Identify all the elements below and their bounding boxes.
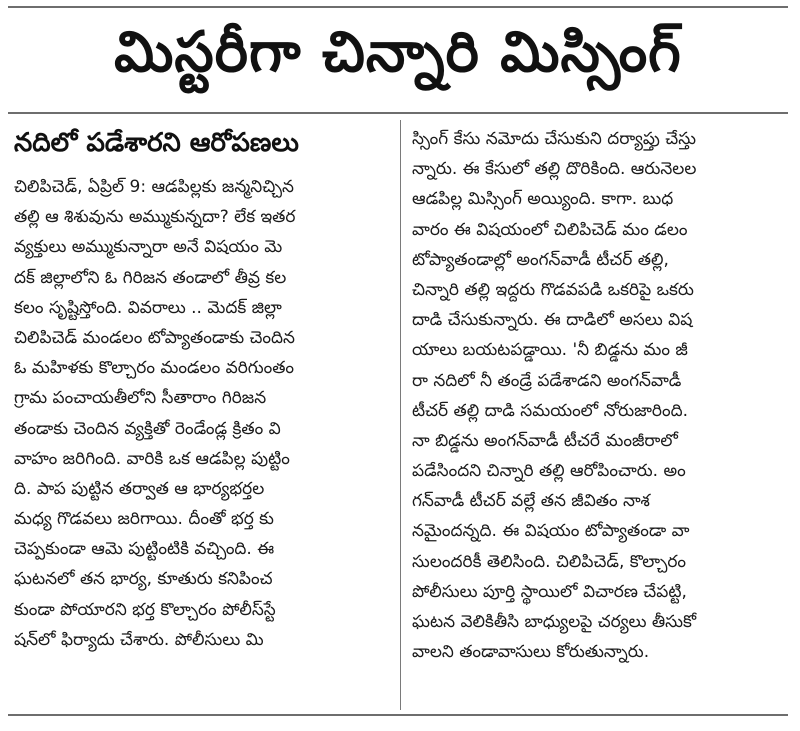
text-line: వాహం జరిగింది. వారికి ఒక ఆడపిల్ల పుట్టిం: [14, 448, 290, 469]
text-line: కలం సృష్టిస్తోంది. వివరాలు .. మెదక్ జిల్లా: [14, 297, 282, 318]
text-line: దాడి చేసుకున్నారు. ఈ దాడిలో అసలు విష: [412, 310, 693, 331]
text-line: చిలిపిచెడ్, ఏప్రిల్ 9: ఆడపిల్లకు జన్మనిచ్చిన: [14, 177, 294, 197]
text-line: సులందరికీ తెలిసింది. చిలిపిచెడ్, కొల్చారం: [412, 551, 687, 572]
text-line: ఓ మహిళకు కొల్చారం మండలం వరిగుంతం: [14, 358, 295, 379]
text-line: చిన్నారి తల్లి ఇద్దరు గొడవపడి ఒకరిపై ఒకరు: [412, 279, 694, 300]
text-line: తల్లి ఆ శిశువును అమ్ముకున్నదా? లేక ఇతర: [14, 207, 296, 228]
text-line: వ్యక్తులు అమ్ముకున్నారా అనే విషయం మె: [14, 237, 283, 258]
text-line: టీచర్ తల్లి దాడి సమయంలో నోరుజారింది.: [412, 400, 689, 421]
text-line: టోప్యాతండాల్లో అంగన్‌వాడీ టీచర్ తల్లి,: [412, 249, 669, 270]
subheadline: నదిలో పడేశారని ఆరోపణలు: [14, 128, 299, 158]
text-line: కుండా పోయారని భర్త కొల్చారం పోలీస్‌స్టే: [14, 599, 276, 620]
text-line: ది. పాప పుట్టిన తర్వాత ఆ భార్యభర్తల: [14, 478, 265, 499]
text-line: నా బిడ్డను అంగన్‌వాడీ టీచరే మంజీరాలో: [412, 430, 678, 451]
text-line: వారం ఈ విషయంలో చిలిపిచెడ్ మం డలం: [412, 219, 688, 240]
headline: మిస్టరీగా చిన్నారి మిస్సింగ్: [114, 19, 682, 85]
text-line: గన్‌వాడీ టీచర్ వల్లే తన జీవితం నాశ: [412, 491, 650, 512]
text-line: రా నదిలో నీ తండ్రే పడేశాడని అంగన్‌వాడీ: [412, 370, 682, 391]
left-column-body: [14, 172, 392, 655]
text-line: చిలిపిచెడ్ మండలం టోప్యాతండాకు చెందిన: [14, 327, 295, 348]
text-line: యాలు బయటపడ్డాయి. 'నీ బిడ్డను మం జీ: [412, 340, 688, 361]
bottom-rule: [8, 714, 788, 716]
left-column: [14, 124, 392, 655]
text-line: పోలీసులు పూర్తి స్థాయిలో విచారణ చేపట్టి,: [412, 581, 687, 602]
text-line: నమైందన్నది. ఈ విషయం టోప్యాతండా వా: [412, 521, 690, 542]
text-line: షన్‌లో ఫిర్యాదు చేశారు. పోలీసులు మి: [14, 629, 264, 650]
text-line: మధ్య గొడవలు జరిగాయి. దీంతో భర్త కు: [14, 509, 274, 530]
text-line: ఆడపిల్ల మిస్సింగ్ అయ్యింది. కాగా. బుధ: [412, 189, 674, 210]
right-column: [412, 124, 790, 667]
headline-rule: [8, 112, 788, 114]
text-line: ఘటన వెలికితీసి బాధ్యులపై చర్యలు తీసుకో: [412, 612, 697, 632]
text-line: స్సింగ్ కేసు నమోదు చేసుకుని దర్యాప్తు చేస్తు: [412, 129, 697, 149]
news-clipping: [8, 6, 788, 724]
text-line: గ్రామ పంచాయతీలోని సీతారాం గిరిజన: [14, 388, 267, 409]
text-line: తండాకు చెందిన వ్యక్తితో రెండేండ్ల క్రితం వి: [14, 418, 281, 439]
text-line: దక్ జిల్లాలోని ఓ గిరిజన తండాలో తీవ్ర కల: [14, 267, 287, 288]
text-line: వాలని తండావాసులు కోరుతున్నారు.: [412, 642, 650, 663]
top-rule: [8, 6, 788, 8]
right-column-body: [412, 124, 790, 667]
column-divider: [400, 120, 401, 710]
text-line: ఘటనలో తన భార్య, కూతురు కనిపించ: [14, 569, 273, 590]
text-line: పడేసిందని చిన్నారి తల్లి ఆరోపించారు. అం: [412, 461, 686, 482]
text-line: న్నారు. ఈ కేసులో తల్లి దొరికింది. ఆరునెలల: [412, 159, 697, 180]
text-line: చెప్పకుండా ఆమె పుట్టింటికి వచ్చింది. ఈ: [14, 539, 275, 560]
